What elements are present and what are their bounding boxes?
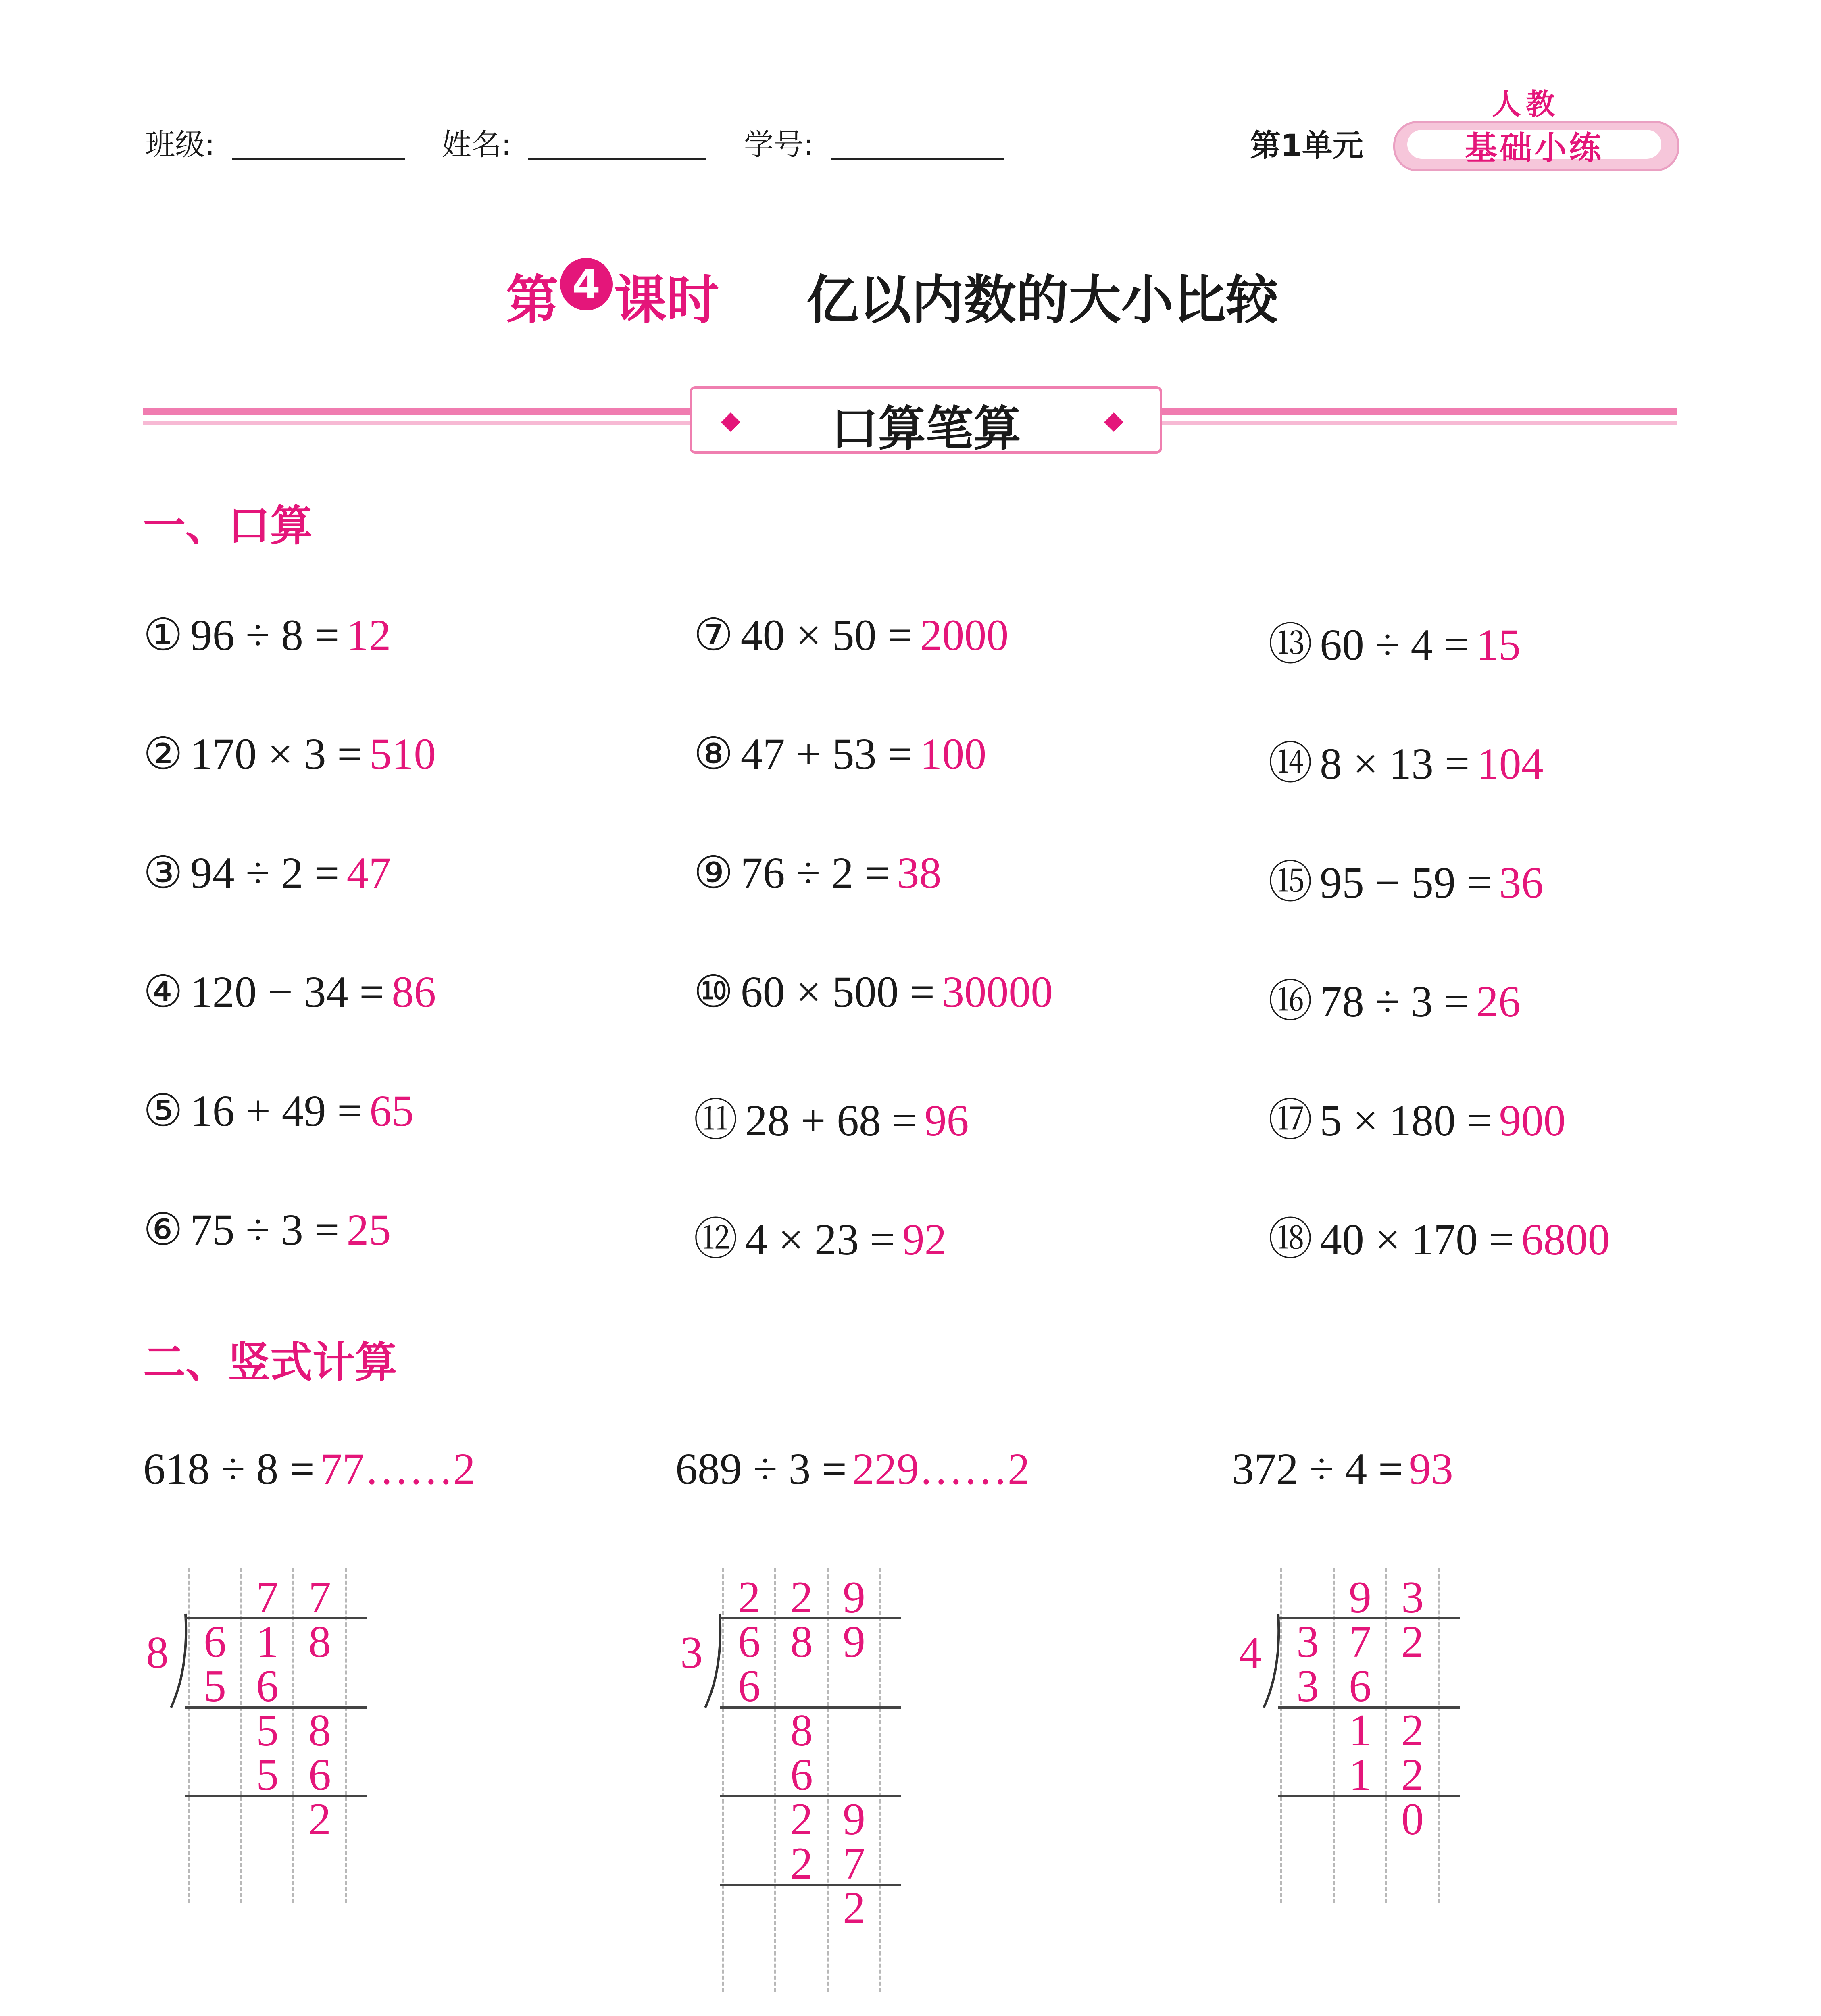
problem-number: ⑰ bbox=[1268, 1096, 1313, 1145]
problem-expression: 8 × 13 = bbox=[1320, 739, 1470, 788]
digit: 2 bbox=[738, 1572, 760, 1622]
student-id-field[interactable] bbox=[831, 158, 1004, 160]
problem-expression: 40 × 50 = bbox=[740, 610, 913, 660]
digit: 5 bbox=[256, 1750, 279, 1800]
subtraction-line bbox=[720, 1884, 901, 1886]
divisor: 8 bbox=[146, 1628, 169, 1678]
problem-expression: 16 + 49 = bbox=[190, 1086, 363, 1135]
problem-answer[interactable]: 26 bbox=[1476, 977, 1521, 1026]
subtraction-line bbox=[185, 1795, 367, 1797]
problem-answer[interactable]: 2000 bbox=[920, 610, 1009, 660]
digit: 3 bbox=[1401, 1572, 1424, 1622]
digit: 9 bbox=[1349, 1572, 1371, 1622]
problem-expression: 60 × 500 = bbox=[740, 967, 935, 1016]
problem-answer[interactable]: 510 bbox=[369, 729, 436, 779]
problem-number: ⑦ bbox=[694, 610, 733, 660]
problem-expression: 4 × 23 = bbox=[745, 1215, 895, 1264]
problem-number: ⑥ bbox=[143, 1205, 183, 1254]
series-publisher: 人教 bbox=[1492, 87, 1560, 121]
digit: 3 bbox=[1296, 1661, 1319, 1711]
oral-problem bbox=[694, 728, 986, 780]
series-name: 基础小练 bbox=[1465, 129, 1604, 167]
banner-title: 口算笔算 bbox=[830, 401, 1021, 456]
digit: 8 bbox=[790, 1617, 813, 1667]
problem-expression: 170 × 3 = bbox=[190, 729, 363, 779]
problem-number: ⑭ bbox=[1268, 739, 1313, 788]
problem-answer[interactable]: 92 bbox=[902, 1215, 947, 1264]
oral-problem bbox=[1268, 847, 1544, 910]
subtraction-line bbox=[720, 1706, 901, 1709]
division-answer[interactable]: 93 bbox=[1408, 1444, 1453, 1493]
digit: 0 bbox=[1401, 1794, 1424, 1844]
divisor: 3 bbox=[680, 1628, 703, 1678]
oral-problem bbox=[694, 1204, 947, 1267]
problem-number: ⑬ bbox=[1268, 620, 1313, 669]
digit: 5 bbox=[204, 1661, 226, 1711]
digit: 9 bbox=[843, 1572, 865, 1622]
class-label: 班级: bbox=[145, 127, 215, 162]
division-expression bbox=[143, 1443, 475, 1495]
digit: 2 bbox=[1401, 1706, 1424, 1756]
problem-expression: 40 × 170 = bbox=[1320, 1215, 1514, 1264]
problem-number: ⑯ bbox=[1268, 977, 1313, 1026]
digit: 2 bbox=[790, 1572, 813, 1622]
oral-problem bbox=[694, 847, 942, 899]
digit: 1 bbox=[1349, 1706, 1371, 1756]
problem-expression: 76 ÷ 2 = bbox=[740, 848, 890, 898]
digit: 9 bbox=[843, 1617, 865, 1667]
class-field[interactable] bbox=[232, 158, 405, 160]
problem-number: ⑩ bbox=[694, 967, 733, 1016]
guide-line bbox=[879, 1568, 881, 1992]
problem-expression: 5 × 180 = bbox=[1320, 1096, 1492, 1145]
oral-problem bbox=[143, 847, 391, 899]
subtraction-line bbox=[1278, 1706, 1460, 1709]
problem-answer[interactable]: 25 bbox=[346, 1205, 391, 1254]
digit: 7 bbox=[1349, 1617, 1371, 1667]
digit: 6 bbox=[790, 1750, 813, 1800]
expression-text: 689 ÷ 3 = bbox=[675, 1444, 847, 1493]
guide-line bbox=[774, 1568, 776, 1992]
digit: 5 bbox=[256, 1706, 279, 1756]
digit: 2 bbox=[843, 1883, 865, 1933]
problem-expression: 75 ÷ 3 = bbox=[190, 1205, 340, 1254]
problem-number: ③ bbox=[143, 848, 183, 898]
digit: 3 bbox=[1296, 1617, 1319, 1667]
unit-label: 第1单元 bbox=[1250, 127, 1363, 163]
problem-number: ⑪ bbox=[694, 1096, 738, 1145]
problem-answer[interactable]: 104 bbox=[1477, 739, 1544, 788]
subtraction-line bbox=[720, 1795, 901, 1797]
oral-problem bbox=[143, 728, 436, 780]
expression-text: 618 ÷ 8 = bbox=[143, 1444, 315, 1493]
section-heading-oral: 一、口算 bbox=[143, 501, 313, 550]
problem-number: ⑮ bbox=[1268, 858, 1313, 907]
problem-expression: 120 − 34 = bbox=[190, 967, 385, 1016]
digit: 2 bbox=[790, 1839, 813, 1889]
problem-answer[interactable]: 900 bbox=[1499, 1096, 1566, 1145]
digit: 1 bbox=[256, 1617, 279, 1667]
expression-text: 372 ÷ 4 = bbox=[1232, 1444, 1403, 1493]
oral-problem bbox=[1268, 609, 1521, 673]
problem-number: ⑧ bbox=[694, 729, 733, 779]
problem-number: ② bbox=[143, 729, 183, 779]
oral-problem bbox=[1268, 966, 1521, 1029]
problem-answer[interactable]: 47 bbox=[346, 848, 391, 898]
problem-answer[interactable]: 100 bbox=[920, 729, 987, 779]
problem-number: ⑱ bbox=[1268, 1215, 1313, 1264]
page-title: 亿以内数的大小比较 bbox=[806, 269, 1279, 331]
problem-expression: 78 ÷ 3 = bbox=[1320, 977, 1469, 1026]
guide-line bbox=[827, 1568, 829, 1992]
oral-problem bbox=[694, 966, 1053, 1018]
digit: 8 bbox=[790, 1706, 813, 1756]
problem-number: ④ bbox=[143, 967, 183, 1016]
problem-number: ⑫ bbox=[694, 1215, 738, 1264]
problem-expression: 28 + 68 = bbox=[745, 1096, 917, 1145]
problem-expression: 95 − 59 = bbox=[1320, 858, 1492, 907]
divisor: 4 bbox=[1239, 1628, 1261, 1678]
oral-problem bbox=[143, 609, 391, 661]
problem-number: ① bbox=[143, 610, 183, 660]
digit: 6 bbox=[256, 1661, 279, 1711]
name-label: 姓名: bbox=[442, 127, 511, 162]
digit: 8 bbox=[308, 1706, 331, 1756]
digit: 6 bbox=[204, 1617, 226, 1667]
digit: 6 bbox=[308, 1750, 331, 1800]
digit: 7 bbox=[843, 1839, 865, 1889]
problem-expression: 96 ÷ 8 = bbox=[190, 610, 340, 660]
problem-answer[interactable]: 65 bbox=[369, 1086, 414, 1135]
problem-answer[interactable]: 12 bbox=[346, 610, 391, 660]
digit: 2 bbox=[1401, 1750, 1424, 1800]
digit: 2 bbox=[308, 1794, 331, 1844]
subtraction-line bbox=[1278, 1795, 1460, 1797]
digit: 8 bbox=[308, 1617, 331, 1667]
oral-problem bbox=[1268, 728, 1544, 791]
digit: 9 bbox=[843, 1794, 865, 1844]
problem-expression: 94 ÷ 2 = bbox=[190, 848, 340, 898]
problem-answer[interactable]: 36 bbox=[1499, 858, 1544, 907]
problem-answer[interactable]: 30000 bbox=[942, 967, 1053, 1016]
oral-problem bbox=[1268, 1085, 1566, 1148]
digit: 7 bbox=[308, 1572, 331, 1622]
lesson-number-badge: 4 bbox=[560, 258, 613, 310]
name-field[interactable] bbox=[528, 158, 706, 160]
oral-problem bbox=[1268, 1204, 1610, 1267]
oral-problem bbox=[143, 1204, 391, 1256]
problem-number: ⑤ bbox=[143, 1086, 183, 1135]
problem-answer[interactable]: 86 bbox=[392, 967, 436, 1016]
digit: 6 bbox=[738, 1661, 760, 1711]
problem-answer[interactable]: 6800 bbox=[1521, 1215, 1610, 1264]
subtraction-line bbox=[185, 1706, 367, 1709]
problem-answer[interactable]: 38 bbox=[897, 848, 942, 898]
oral-problem bbox=[694, 609, 1008, 661]
problem-answer[interactable]: 15 bbox=[1476, 620, 1521, 669]
digit: 2 bbox=[1401, 1617, 1424, 1667]
digit: 2 bbox=[790, 1794, 813, 1844]
division-answer[interactable]: 229……2 bbox=[852, 1444, 1030, 1493]
oral-problem bbox=[143, 966, 436, 1018]
problem-expression: 47 + 53 = bbox=[740, 729, 913, 779]
division-expression bbox=[1232, 1443, 1453, 1495]
problem-expression: 60 ÷ 4 = bbox=[1320, 620, 1469, 669]
digit: 1 bbox=[1349, 1750, 1371, 1800]
section-heading-written: 二、竖式计算 bbox=[143, 1338, 398, 1387]
division-expression bbox=[675, 1443, 1030, 1495]
oral-problem bbox=[694, 1085, 969, 1148]
digit: 6 bbox=[738, 1617, 760, 1667]
digit: 7 bbox=[256, 1572, 279, 1622]
oral-problem bbox=[143, 1085, 414, 1137]
problem-number: ⑨ bbox=[694, 848, 733, 898]
student-id-label: 学号: bbox=[744, 127, 814, 162]
digit: 6 bbox=[1349, 1661, 1371, 1711]
problem-answer[interactable]: 96 bbox=[924, 1096, 969, 1145]
division-answer[interactable]: 77……2 bbox=[320, 1444, 475, 1493]
lesson-label: 第 4 课时 bbox=[506, 258, 719, 333]
